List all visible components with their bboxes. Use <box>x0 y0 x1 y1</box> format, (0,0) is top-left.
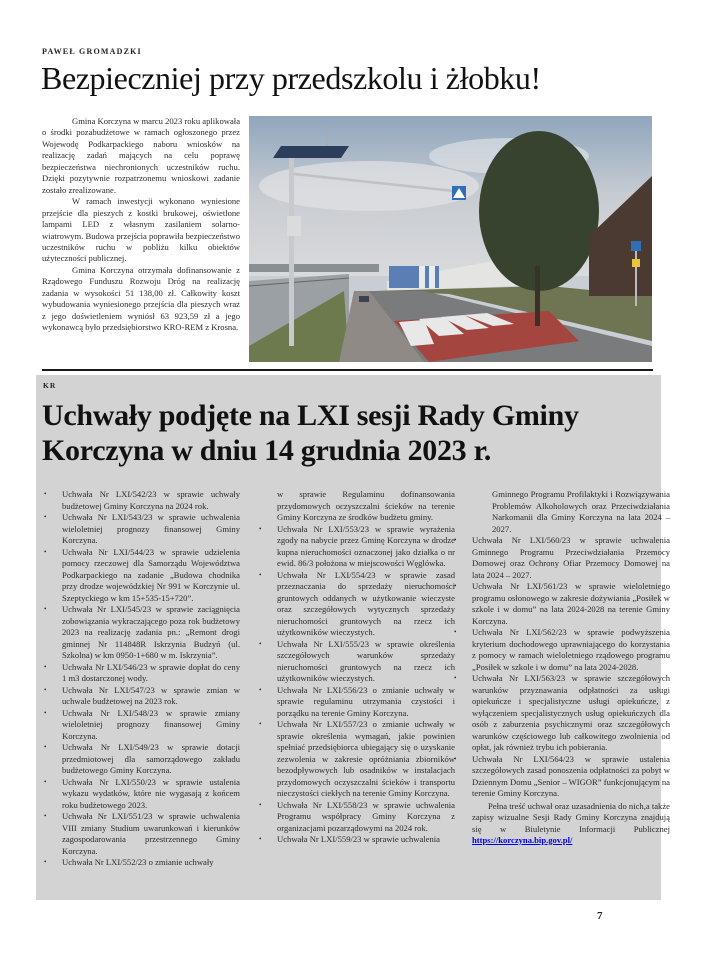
resolution-item: • Uchwała Nr LXI/546/23 w sprawie dopłat do ceny 1 m3 dostarczonej wody. <box>42 662 240 685</box>
closing-note <box>472 801 670 847</box>
author-byline: PAWEŁ GROMADZKI <box>42 47 142 56</box>
resolution-item: • Uchwała Nr LXI/562/23 w sprawie podwyższenia kryterium dochodowego uprawniającego do korzystania z pomocy w ramach wieloletniego rządowego programu „Posiłek w szkole i w domu” na lata 2024-2028. <box>472 627 670 673</box>
resolution-item: • Uchwała Nr LXI/556/23 o zmianie uchwały w sprawie regulaminu utrzymania czystości i porządku na terenie Gminy Korczyna. <box>257 685 455 720</box>
paragraph: Gmina Korczyna w marcu 2023 roku aplikowała o środki pozabudżetowe w ramach ogłoszonego przez Wojewodę Podkarpackiego naboru wniosków na realizację zadań mających na celu poprawę bezpieczeństwa niechronionych uczestników ruchu. Dzięki pozytywnie rozpatrzonemu wnioskowi zadanie zostało zrealizowane. <box>42 116 241 195</box>
resolution-item: • Uchwała Nr LXI/543/23 w sprawie uchwalenia wieloletniej prognozy finansowej Gminy Korczyna. <box>42 512 240 547</box>
resolutions-title: Uchwały podjęte na LXI sesji Rady Gminy Korczyna w dniu 14 grudnia 2023 r. <box>42 399 579 467</box>
resolution-item: • Uchwała Nr LXI/549/23 w sprawie dotacji przedmiotowej dla samorządowego zakładu budżetowego Gminy Korczyna. <box>42 742 240 777</box>
resolution-item: • Uchwała Nr LXI/563/23 w sprawie szczegółowych warunków przyznawania odpłatności za usługi opiekuńcze i specjalistyczne usługi opiekuńcze, z wyłączeniem specjalistycznych usług opiekuńczych dla osób z zaburzenia psychicznymi oraz szczegółowych warunków częściowego lub całkowitego zwolnienia od opłat, jak również trybu ich pobierania. <box>472 673 670 754</box>
resolution-item: • Uchwała Nr LXI/557/23 o zmianie uchwały w sprawie określenia wymagań, jakie powinien spełniać przedsiębiorca ubiegający się o uzyskanie zezwolenia w zakresie opróżniania zbiorników bezodpływowych lub osadników w instalacjach przydomowych oczyszczalni ścieków i transportu nieczystości ciekłych na terenie Gminy Korczyna. <box>257 719 455 800</box>
resolution-item: • Uchwała Nr LXI/560/23 w sprawie uchwalenia Gminnego Programu Przeciwdziałania Przemocy Domowej oraz Ochrony Ofiar Przemocy Domowej na lata 2024 – 2027. <box>472 535 670 581</box>
page-number: 7 <box>597 910 603 922</box>
resolution-item-continued: w sprawie Regulaminu dofinansowania przydomowych oczyszczalni ścieków na terenie Gminy Korczyna ze środków budżetu gminy. <box>277 489 455 522</box>
resolution-item: • Uchwała Nr LXI/544/23 w sprawie udzielenia pomocy rzeczowej dla Samorządu Województwa Podkarpackiego na zadanie „Budowa chodnika przy drodze wojewódzkiej Nr 991 w Korczynie ul. Szeptyckiego w km 15+535-15+720”. <box>42 547 240 605</box>
resolution-item: • Uchwała Nr LXI/542/23 w sprawie uchwały budżetowej Gminy Korczyna na 2024 rok. <box>42 489 240 512</box>
resolution-item: • Uchwała Nr LXI/547/23 w sprawie zmian w uchwale budżetowej na 2023 rok. <box>42 685 240 708</box>
resolution-item: • Uchwała Nr LXI/554/23 w sprawie zasad przeznaczania do sprzedaży nieruchomości gruntowych oddanych w użytkowanie wieczyste oraz szczegółowych wytycznych sprzedaży nieruchomości gruntowych na rzecz ich użytkowników wieczystych. <box>257 570 455 639</box>
paragraph: Gmina Korczyna otrzymała dofinansowanie z Rządowego Funduszu Rozwoju Dróg na realizację zadania w wysokości 51 138,00 zł. Całkowity koszt wybudowania wyniesionego przejścia dla pieszych wraz z jego doświetleniem wyniósł 63 923,59 zł a jego wykonawcą było przedsiębiorstwo KRO-REM z Krosna. <box>42 264 240 333</box>
resolutions-column-1 <box>42 489 240 869</box>
article-body <box>42 116 240 334</box>
resolution-item: • Uchwała Nr LXI/545/23 w sprawie zaciągnięcia zobowiązania wykraczającego poza rok budżetowy 2023 na realizację zadania pn.: „Remont drogi gminnej Nr 114848R Iskrzynia Budzyń (ul. Szkolna) w km 0950-1+680 w m. Iskrzynia”. <box>42 604 240 662</box>
resolution-item: • Uchwała Nr LXI/552/23 o zmianie uchwały <box>42 857 240 869</box>
paragraph: W ramach inwestycji wykonano wyniesione przejście dla pieszych z kostki brukowej, oświetlone lampami LED z własnym zasilaniem solarno-wiatrowym. Budowa przejścia poprawiła bezpieczeństwo uczestników ruchu w pobliżu kilku obiektów użyteczności publicznej. <box>42 196 240 264</box>
resolutions-column-3 <box>472 489 670 847</box>
article-headline: Bezpieczniej przy przedszkolu i żłobku! <box>41 60 541 96</box>
author-tag: KR <box>43 381 57 390</box>
section-divider <box>42 369 653 371</box>
bip-link[interactable]: https://korczyna.bip.gov.pl/ <box>472 835 573 845</box>
resolution-item: • Uchwała Nr LXI/564/23 w sprawie ustalenia szczegółowych zasad ponoszenia odpłatności za pobyt w Dziennym Domu „Senior – WIGOR” funkcjonującym na terenie Gminy Korczyna. <box>472 754 670 800</box>
closing-note-text: Pełna treść uchwał oraz uzasadnienia do nich,a także zapisy wizualne Sesji Rady Gminy Korczyna znajdują się w Biuletynie Informacji Publicznej <box>472 800 670 834</box>
crosswalk-photo-illustration <box>249 116 652 362</box>
resolution-item: • Uchwała Nr LXI/558/23 w sprawie uchwalenia Programu współpracy Gminy Korczyna z organizacjami pozarządowymi na 2024 rok. <box>257 800 455 835</box>
resolutions-column-2 <box>257 489 455 846</box>
resolution-item: • Uchwała Nr LXI/561/23 w sprawie wieloletniego programu osłonowego w zakresie dożywiania „Posiłek w szkole i w domu” na lata 2024-2028 na terenie Gminy Korczyna. <box>472 581 670 627</box>
resolution-item: • Uchwała Nr LXI/550/23 w sprawie ustalenia wykazu wydatków, które nie wygasają z końcem roku budżetowego 2023. <box>42 777 240 812</box>
resolution-item-continued: Gminnego Programu Profilaktyki i Rozwiązywania Problemów Alkoholowych oraz Przeciwdziałania Narkomanii dla Gminy Korczyna na lata 2024 – 2027. <box>492 489 670 534</box>
resolution-item: • Uchwała Nr LXI/555/23 w sprawie określenia szczegółowych warunków sprzedaży nieruchomości gruntowych na rzecz ich użytkowników wieczystych. <box>257 639 455 685</box>
resolution-item: • Uchwała Nr LXI/551/23 w sprawie uchwalenia VIII zmiany Studium uwarunkowań i kierunków zagospodarowania przestrzennego Gminy Korczyna. <box>42 811 240 857</box>
resolution-item: • Uchwała Nr LXI/548/23 w sprawie zmiany wieloletniej prognozy finansowej Gminy Korczyna. <box>42 708 240 743</box>
resolution-item: • Uchwała Nr LXI/559/23 w sprawie uchwalenia <box>257 834 455 846</box>
article-photo <box>249 116 652 362</box>
resolution-item: • Uchwała Nr LXI/553/23 w sprawie wyrażenia zgody na nabycie przez Gminę Korczyna w drodze kupna nieruchomości oznaczonej jako działka o nr ewid. 86/3 położona w miejscowości Węglówka. <box>257 524 455 570</box>
